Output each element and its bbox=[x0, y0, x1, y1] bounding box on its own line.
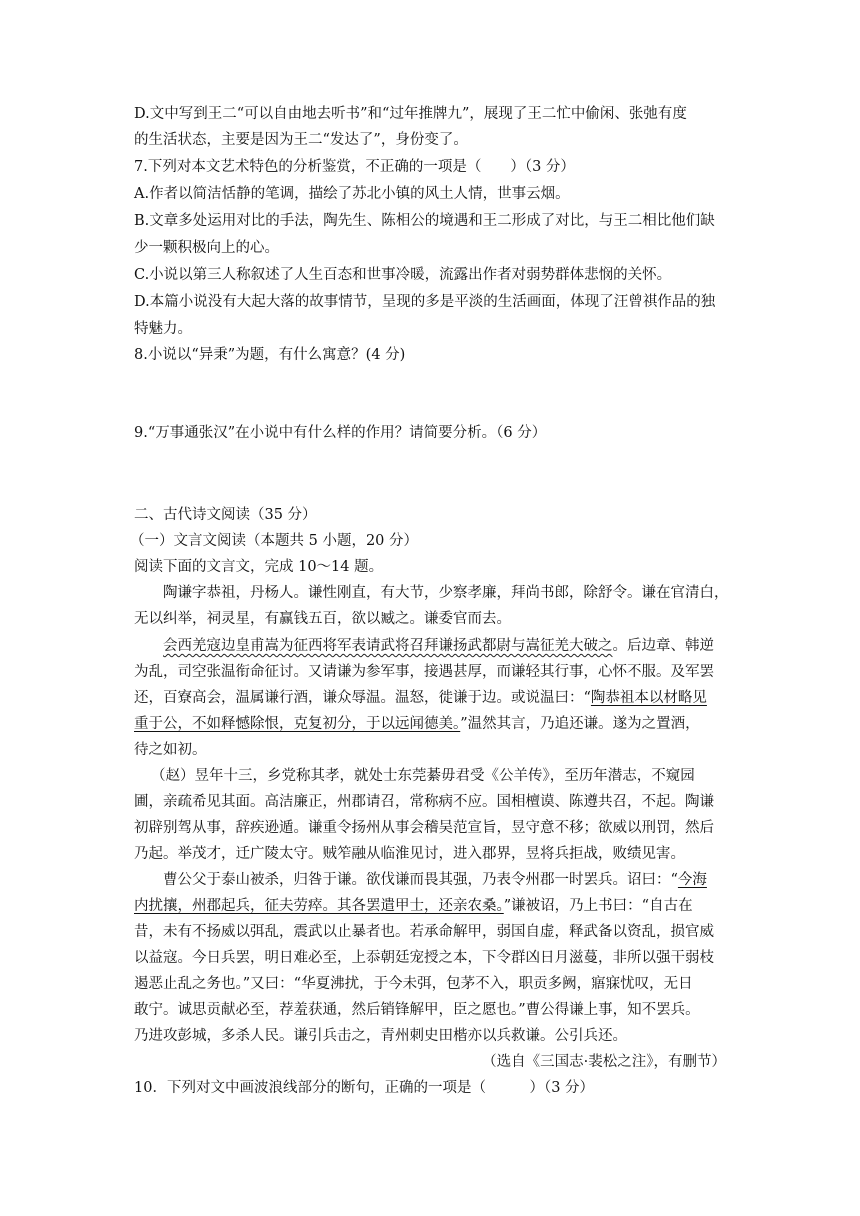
passage-p4-line1 bbox=[163, 870, 707, 890]
underlined-sentence: 重于公，不如释憾除恨，克复初分，于以远闻德美。 bbox=[134, 716, 461, 732]
passage-p1-line1: 陶谦字恭祖，丹杨人。谦性刚直，有大节，少察孝廉，拜尚书郎，除舒令。谦在官清白， bbox=[163, 585, 729, 601]
q10-stem: 10．下列对文中画波浪线部分的断句，正确的一项是（ ）（3 分） bbox=[134, 1080, 595, 1096]
q7-option-d-line2: 特魅力。 bbox=[134, 321, 192, 337]
q7-option-b-line2: 少一颗积极向上的心。 bbox=[134, 240, 279, 256]
passage-p1-line2: 无以纠举，祠灵星，有赢钱五百，欲以臧之。谦委官而去。 bbox=[134, 611, 511, 627]
q9-stem: 9.“万事通张汉”在小说中有什么样的作用？请简要分析。（6 分） bbox=[134, 425, 547, 441]
passage-p2-line2: 为乱，司空张温衔命征讨。又请谦为参军事，接遇甚厚，而谦轻其行事，心怀不服。及军罢 bbox=[134, 664, 714, 680]
passage-p3-line4: 乃起。举茂才，迁广陵太守。贼笮融从临淮见讨，进入郡界，昱将兵拒战，败绩见害。 bbox=[134, 846, 685, 862]
passage-p3-line3: 初辟别驾从事，辞疾逊遁。谦重令扬州从事会稽吴范宣旨，昱守意不移；欲威以刑罚，然后 bbox=[134, 820, 714, 836]
q7-option-d-line1: D.本篇小说没有大起大落的故事情节，呈现的多是平淡的生活画面，体现了汪曾祺作品的独 bbox=[134, 294, 716, 310]
passage-p4-line4: 以益寇。今日兵罢，明日难必至，上忝朝廷宠授之本，下令群凶日月滋蔓，非所以强干弱枝 bbox=[134, 950, 714, 966]
passage-source: （选自《三国志·裴松之注》，有删节） bbox=[482, 1054, 726, 1070]
passage-p4-line5: 遏恶止乱之务也。”又曰：“华夏沸扰，于今未弭，包茅不入，职贡多阙，寤寐忧叹，无日 bbox=[134, 976, 693, 992]
passage-p2-line1 bbox=[163, 636, 714, 656]
passage-p2-line5: 待之如初。 bbox=[134, 742, 207, 758]
passage-text: ”温然其言，乃追还谦。遂为之置酒， bbox=[460, 716, 700, 732]
passage-p4-line3: 昔，未有不扬威以弭乱，震武以止暴者也。若承命解甲，弱国自虚，释武备以资乱，损官威 bbox=[134, 924, 714, 940]
section-title: 二、古代诗文阅读（35 分） bbox=[134, 507, 317, 523]
section-instruction: 阅读下面的文言文，完成 10～14 题。 bbox=[134, 559, 384, 575]
passage-text: 还，百寮高会，温属谦行酒，谦众辱温。温怒，徙谦于边。或说温曰：“ bbox=[134, 690, 591, 706]
passage-p4-line6: 敢宁。诚思贡献必至，荐羞获通，然后销锋解甲，臣之愿也。”曹公得谦上事，知不罢兵。 bbox=[134, 1002, 700, 1018]
passage-p2-line4 bbox=[134, 714, 700, 734]
passage-p2-line3 bbox=[134, 688, 707, 708]
wavy-underlined-sentence: 会西羌寇边皇甫嵩为征西将军表请武将召拜谦扬武都尉与嵩征羌大破之 bbox=[163, 638, 613, 654]
q7-option-c: C.小说以第三人称叙述了人生百态和世事冷暖，流露出作者对弱势群体悲悯的关怀。 bbox=[134, 267, 672, 283]
passage-text: ”谦被诏，乃上书曰：“自古在 bbox=[503, 898, 693, 914]
q6-option-d-line1: D.文中写到王二“可以自由地去听书”和“过年推牌九”，展现了王二忙中偷闲、张弛有度 bbox=[134, 106, 687, 122]
q6-option-d-line2: 的生活状态，主要是因为王二“发达了”，身份变了。 bbox=[134, 132, 468, 148]
subsection-title: （一）文言文阅读（本题共 5 小题，20 分） bbox=[130, 533, 419, 549]
underlined-sentence: 陶恭祖本以材略见 bbox=[590, 690, 707, 706]
passage-text: 。后边章、韩逆 bbox=[612, 638, 714, 654]
passage-p4-line7: 乃进攻彭城，多杀人民。谦引兵击之，青州刺史田楷亦以兵救谦。公引兵还。 bbox=[134, 1028, 627, 1044]
passage-p4-line2 bbox=[134, 896, 693, 916]
underlined-sentence: 内扰攘，州郡起兵，征夫劳瘁。其各罢遣甲士，还亲农桑。 bbox=[134, 898, 504, 914]
q8-stem: 8.小说以“异秉”为题，有什么寓意？(4 分) bbox=[134, 347, 406, 363]
underlined-sentence: 今海 bbox=[677, 872, 707, 888]
q7-option-b-line1: B.文章多处运用对比的手法，陶先生、陈相公的境遇和王二形成了对比，与王二相比他们缺 bbox=[134, 213, 715, 229]
passage-text: 曹公父于泰山被杀，归咎于谦。欲伐谦而畏其强，乃表令州郡一时罢兵。诏曰：“ bbox=[163, 872, 678, 888]
passage-p3-line1: （赵）昱年十三，乡党称其孝，就处士东莞綦毋君受《公羊传》，至历年潜志，不窥园 bbox=[151, 768, 695, 784]
q7-option-a: A.作者以简洁恬静的笔调，描绘了苏北小镇的风土人情，世事云烟。 bbox=[134, 186, 570, 202]
passage-p3-line2: 圃，亲疏希见其面。高洁廉正，州郡请召，常称病不应。国相檀谟、陈遵共召，不起。陶谦 bbox=[134, 794, 714, 810]
q7-stem: 7.下列对本文艺术特色的分析鉴赏，不正确的一项是（ ）（3 分） bbox=[134, 159, 575, 175]
